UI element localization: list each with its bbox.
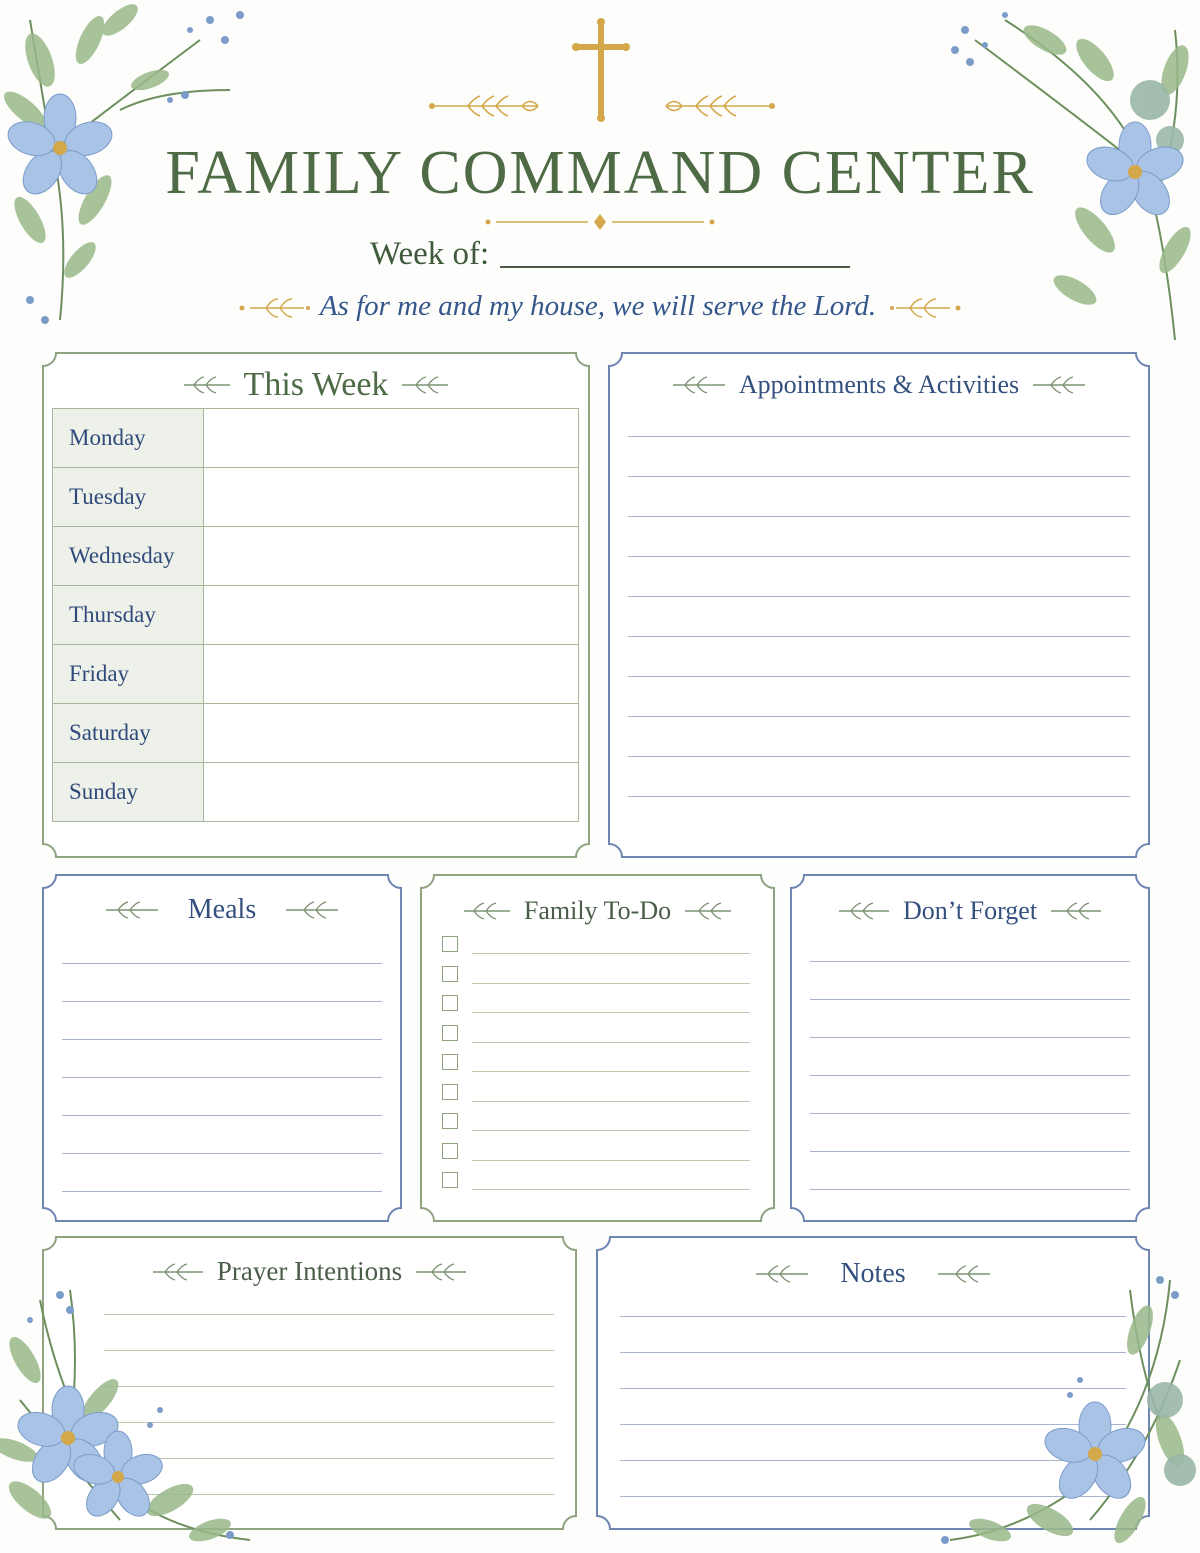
day-label: Thursday: [53, 586, 204, 645]
todo-line[interactable]: [472, 1189, 750, 1190]
todo-line[interactable]: [472, 953, 750, 954]
writing-line[interactable]: [810, 1113, 1130, 1114]
week-table: [52, 408, 579, 822]
gold-flourish-left: [428, 94, 548, 118]
todo-line[interactable]: [472, 1130, 750, 1131]
meals-title: Meals: [187, 893, 257, 925]
table-row: [53, 468, 579, 527]
leaf-sprig-icon: [284, 900, 340, 920]
writing-line[interactable]: [628, 636, 1130, 637]
leaf-sprig-icon: [671, 375, 727, 395]
writing-line[interactable]: [628, 596, 1130, 597]
table-row: [53, 645, 579, 704]
checkbox-icon[interactable]: [442, 1113, 458, 1129]
writing-line[interactable]: [628, 756, 1130, 757]
checkbox-icon[interactable]: [442, 995, 458, 1011]
table-row: [53, 409, 579, 468]
todo-line[interactable]: [472, 1071, 750, 1072]
week-of-field[interactable]: [500, 266, 850, 268]
checkbox-icon[interactable]: [442, 966, 458, 982]
writing-line[interactable]: [62, 1153, 382, 1154]
todo-line[interactable]: [472, 983, 750, 984]
writing-line[interactable]: [810, 961, 1130, 962]
flower-corner-icon: [930, 1270, 1200, 1553]
table-row: [53, 763, 579, 822]
day-label: Tuesday: [53, 468, 204, 527]
writing-line[interactable]: [628, 796, 1130, 797]
day-label: Saturday: [53, 704, 204, 763]
gold-flourish-right: [656, 94, 776, 118]
week-of-label: Week of:: [370, 236, 490, 272]
checkbox-icon[interactable]: [442, 1143, 458, 1159]
day-entry-field[interactable]: [204, 586, 579, 645]
notes-title: Notes: [840, 1257, 906, 1289]
leaf-sprig-icon: [104, 900, 160, 920]
appointments-title: Appointments & Activities: [738, 370, 1020, 400]
family-todo-panel: [420, 874, 775, 1222]
checkbox-icon[interactable]: [442, 1172, 458, 1188]
writing-line[interactable]: [810, 1075, 1130, 1076]
writing-line[interactable]: [62, 1115, 382, 1116]
flower-corner-icon: [0, 1280, 260, 1553]
checkbox-icon[interactable]: [442, 936, 458, 952]
leaf-sprig-icon: [400, 375, 450, 395]
title-divider: [480, 212, 720, 232]
day-entry-field[interactable]: [204, 704, 579, 763]
cross-icon: [572, 18, 630, 122]
checkbox-icon[interactable]: [442, 1084, 458, 1100]
day-label: Sunday: [53, 763, 204, 822]
writing-line[interactable]: [628, 476, 1130, 477]
flower-corner-icon: [0, 0, 250, 330]
leaf-sprig-icon: [182, 375, 232, 395]
writing-line[interactable]: [628, 436, 1130, 437]
leaf-sprig-icon: [1031, 375, 1087, 395]
leaf-sprig-icon: [683, 901, 733, 921]
leaf-sprig-icon: [462, 901, 512, 921]
writing-line[interactable]: [62, 1001, 382, 1002]
writing-line[interactable]: [810, 1189, 1130, 1190]
writing-line[interactable]: [810, 999, 1130, 1000]
writing-line[interactable]: [628, 556, 1130, 557]
writing-line[interactable]: [62, 1191, 382, 1192]
day-label: Friday: [53, 645, 204, 704]
writing-line[interactable]: [810, 1037, 1130, 1038]
leaf-sprig-icon: [151, 1262, 205, 1282]
writing-line[interactable]: [628, 516, 1130, 517]
checkbox-icon[interactable]: [442, 1054, 458, 1070]
this-week-panel: [42, 352, 590, 858]
day-entry-field[interactable]: [204, 527, 579, 586]
day-entry-field[interactable]: [204, 763, 579, 822]
day-label: Monday: [53, 409, 204, 468]
leaf-sprig-icon: [837, 901, 891, 921]
flower-corner-icon: [945, 0, 1200, 340]
dont-forget-panel: [790, 874, 1150, 1222]
table-row: [53, 586, 579, 645]
family-todo-title: Family To-Do: [523, 896, 672, 926]
todo-line[interactable]: [472, 1012, 750, 1013]
verse-text: As for me and my house, we will serve the Lord.: [319, 290, 877, 322]
appointments-panel: [608, 352, 1150, 858]
writing-line[interactable]: [810, 1151, 1130, 1152]
writing-line[interactable]: [628, 676, 1130, 677]
meals-panel: [42, 874, 402, 1222]
day-label: Wednesday: [53, 527, 204, 586]
this-week-title: This Week: [243, 366, 389, 404]
day-entry-field[interactable]: [204, 409, 579, 468]
leaf-sprig-icon: [414, 1262, 468, 1282]
checkbox-icon[interactable]: [442, 1025, 458, 1041]
writing-line[interactable]: [62, 1077, 382, 1078]
day-entry-field[interactable]: [204, 468, 579, 527]
day-entry-field[interactable]: [204, 645, 579, 704]
page-title: FAMILY COMMAND CENTER: [165, 139, 1035, 207]
todo-line[interactable]: [472, 1101, 750, 1102]
leaf-sprig-icon: [754, 1264, 810, 1284]
writing-line[interactable]: [62, 1039, 382, 1040]
todo-line[interactable]: [472, 1042, 750, 1043]
dont-forget-title: Don’t Forget: [902, 896, 1038, 926]
todo-line[interactable]: [472, 1160, 750, 1161]
table-row: [53, 527, 579, 586]
writing-line[interactable]: [628, 716, 1130, 717]
writing-line[interactable]: [62, 963, 382, 964]
leaf-sprig-icon: [1049, 901, 1103, 921]
table-row: [53, 704, 579, 763]
prayer-title: Prayer Intentions: [216, 1256, 403, 1287]
